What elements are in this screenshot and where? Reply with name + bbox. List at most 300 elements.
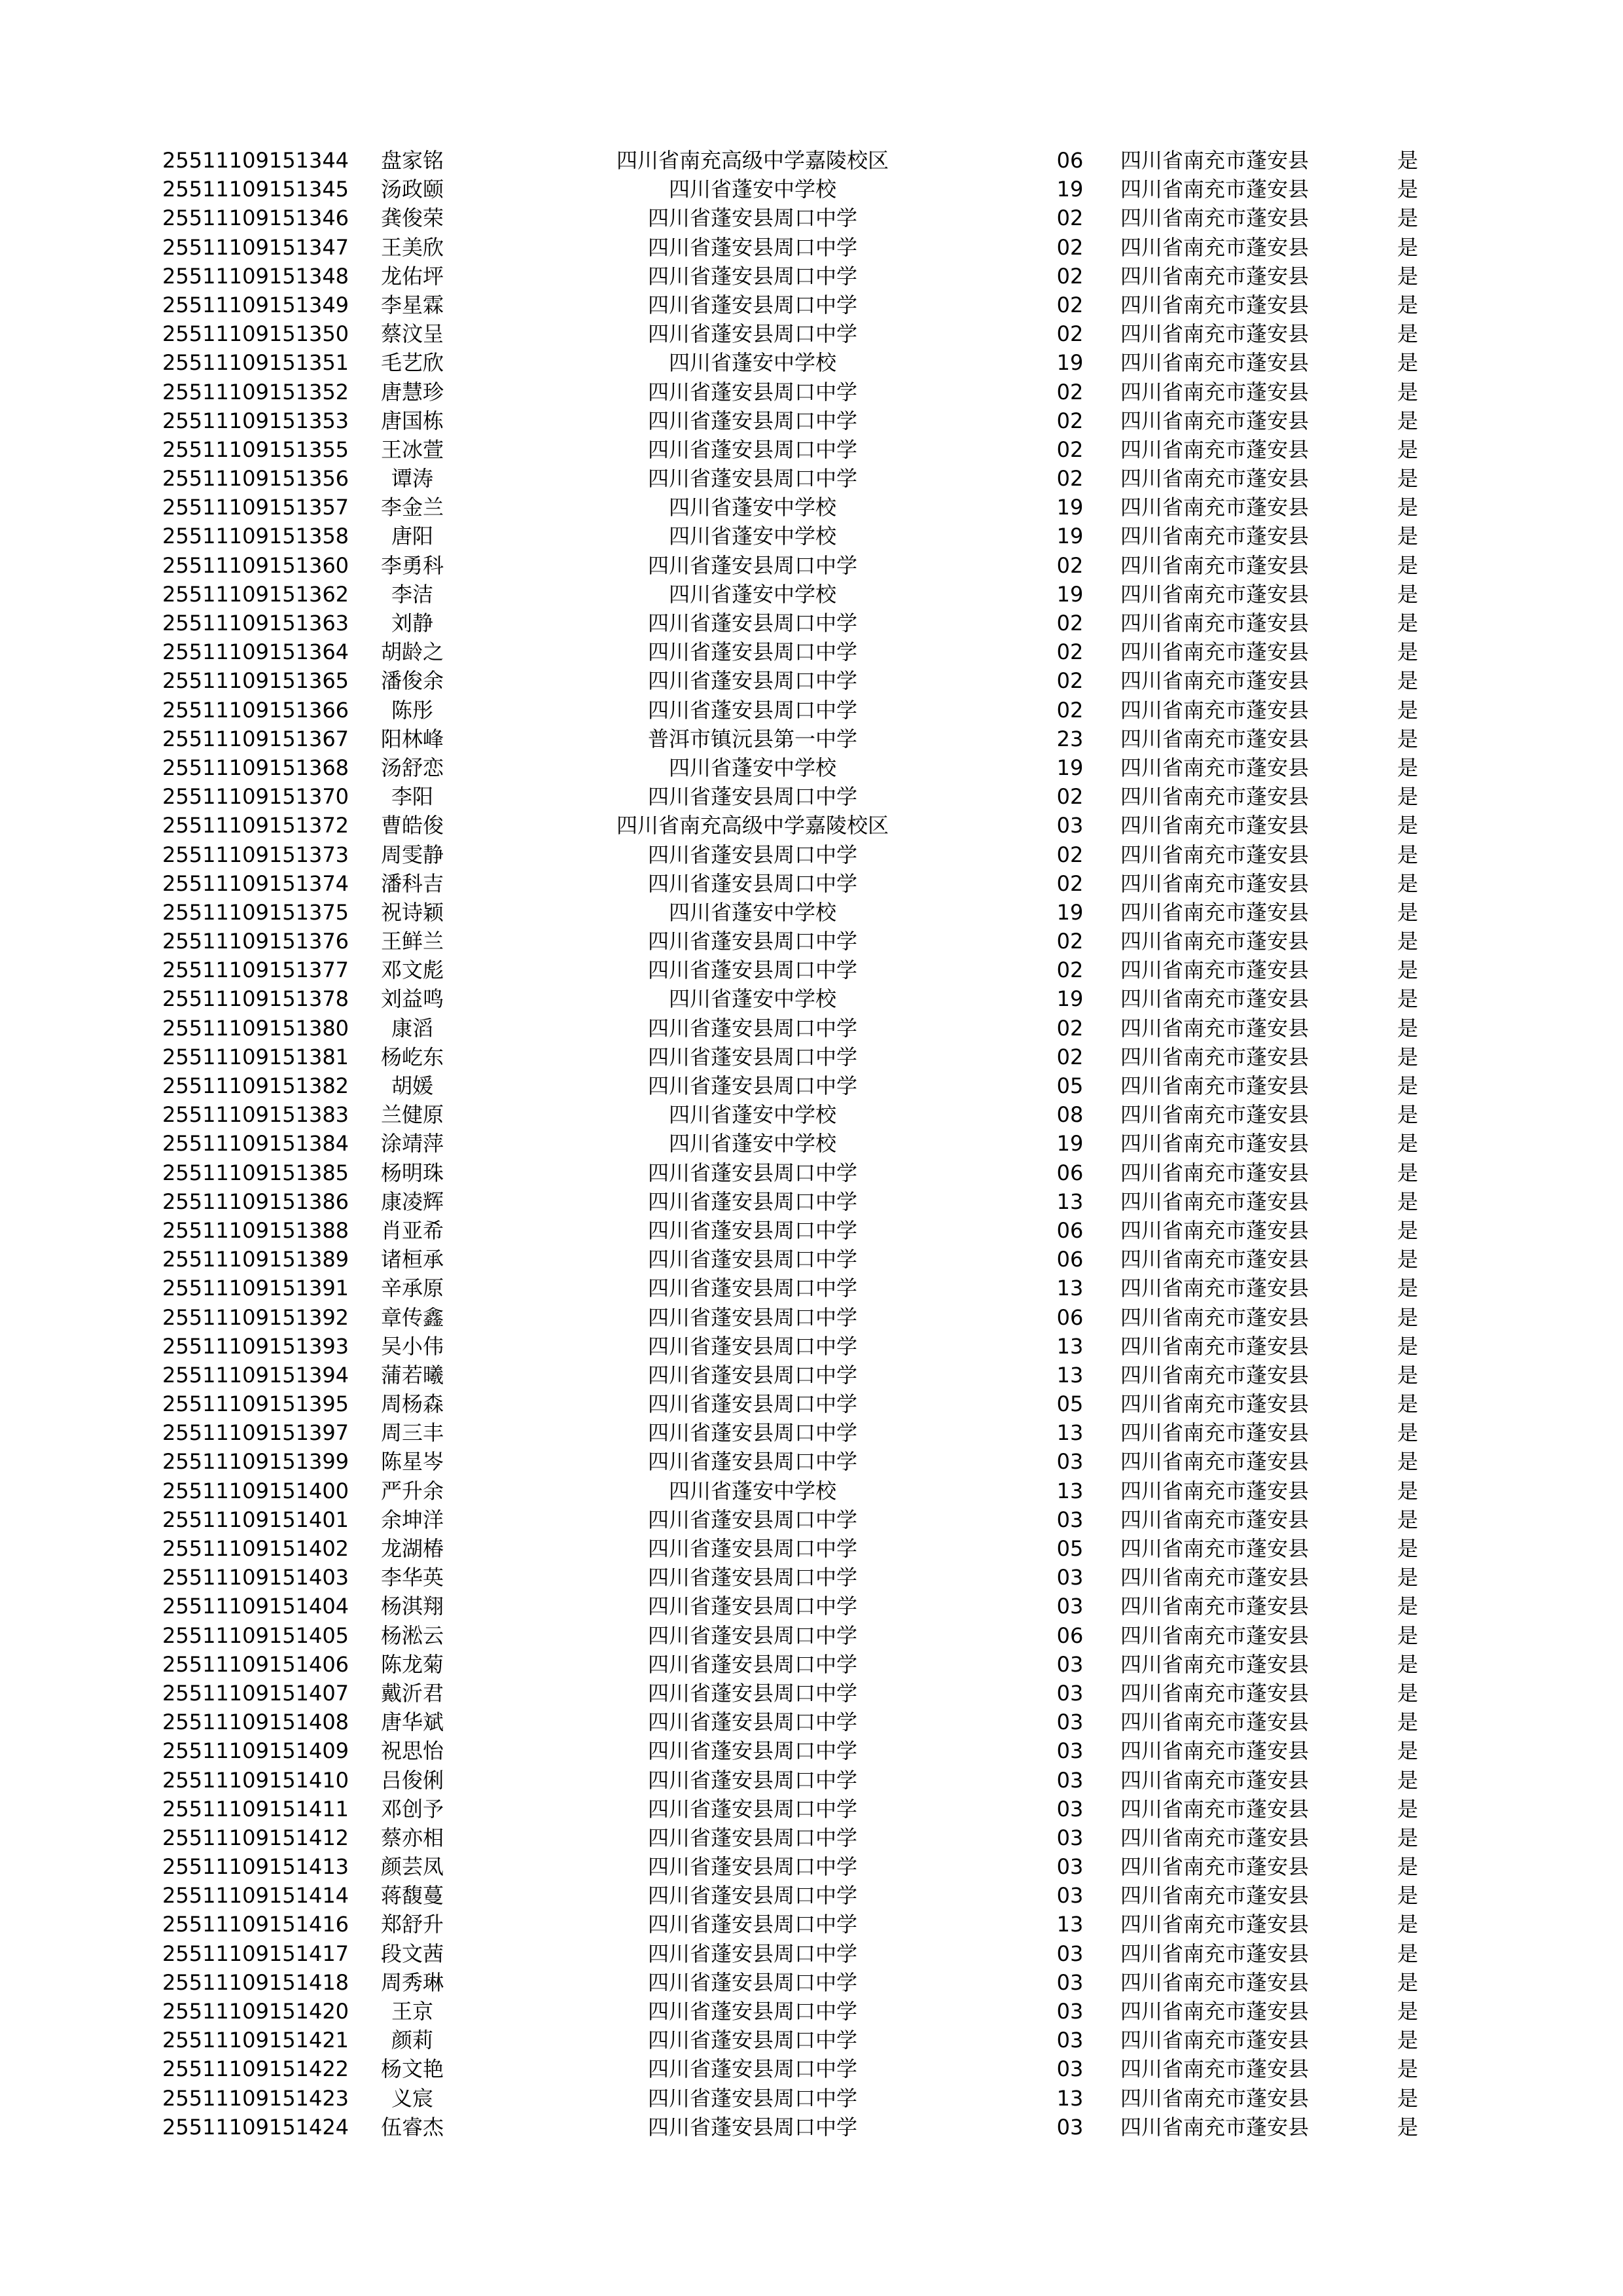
status-flag: 是 (1397, 1304, 1419, 1330)
category-code: 03 (1056, 1854, 1084, 1880)
student-name: 兰健原 (380, 1102, 444, 1128)
status-flag: 是 (1397, 321, 1419, 347)
registration-number: 25511109151357 (162, 495, 349, 520)
registration-number: 25511109151394 (162, 1362, 349, 1388)
status-flag: 是 (1397, 1160, 1419, 1185)
region: 四川省南充市蓬安县 (1120, 1015, 1310, 1041)
status-flag: 是 (1397, 1102, 1419, 1128)
registration-number: 25511109151405 (162, 1623, 349, 1648)
table-row (0, 666, 1623, 695)
school-name: 四川省蓬安县周口中学 (647, 1420, 857, 1446)
category-code: 03 (1056, 1999, 1084, 2024)
school-name: 四川省蓬安县周口中学 (647, 1912, 857, 1937)
table-row (0, 1766, 1623, 1795)
region: 四川省南充市蓬安县 (1120, 958, 1310, 983)
table-row (0, 580, 1623, 609)
status-flag: 是 (1397, 1449, 1419, 1475)
registration-number: 25511109151410 (162, 1767, 349, 1793)
student-name: 唐华斌 (380, 1710, 444, 1735)
category-code: 03 (1056, 1507, 1084, 1532)
status-flag: 是 (1397, 206, 1419, 231)
registration-number: 25511109151352 (162, 379, 349, 404)
region: 四川省南充市蓬安县 (1120, 437, 1310, 462)
student-name: 周杨森 (380, 1391, 444, 1417)
student-name: 祝思怡 (380, 1738, 444, 1764)
school-name: 四川省蓬安县周口中学 (647, 1565, 857, 1590)
category-code: 03 (1056, 1565, 1084, 1590)
school-name: 四川省蓬安县周口中学 (647, 437, 857, 462)
school-name: 四川省蓬安县周口中学 (647, 639, 857, 665)
region: 四川省南充市蓬安县 (1120, 1536, 1310, 1561)
category-code: 19 (1056, 581, 1084, 607)
student-name: 严升余 (380, 1478, 444, 1503)
status-flag: 是 (1397, 437, 1419, 462)
school-name: 四川省蓬安县周口中学 (647, 1391, 857, 1417)
student-name: 周三丰 (380, 1420, 444, 1446)
school-name: 四川省蓬安县周口中学 (647, 206, 857, 231)
category-code: 03 (1056, 2056, 1084, 2082)
registration-number: 25511109151404 (162, 1594, 349, 1619)
table-row (0, 1303, 1623, 1332)
category-code: 02 (1056, 206, 1084, 231)
table-row (0, 1477, 1623, 1505)
status-flag: 是 (1397, 466, 1419, 492)
student-name: 王京 (391, 1999, 433, 2024)
student-name: 曹皓俊 (380, 813, 444, 838)
school-name: 四川省蓬安县周口中学 (647, 292, 857, 317)
school-name: 四川省蓬安县周口中学 (647, 1276, 857, 1301)
school-name: 四川省蓬安中学校 (668, 1131, 836, 1157)
category-code: 13 (1056, 1420, 1084, 1446)
school-name: 四川省蓬安县周口中学 (647, 870, 857, 896)
school-name: 四川省蓬安县周口中学 (647, 1969, 857, 1995)
student-name: 谭涛 (391, 466, 433, 492)
region: 四川省南充市蓬安县 (1120, 986, 1310, 1012)
category-code: 02 (1056, 234, 1084, 260)
category-code: 02 (1056, 639, 1084, 665)
status-flag: 是 (1397, 408, 1419, 433)
status-flag: 是 (1397, 1883, 1419, 1909)
table-row (0, 464, 1623, 493)
region: 四川省南充市蓬安县 (1120, 1941, 1310, 1966)
registration-number: 25511109151417 (162, 1941, 349, 1966)
school-name: 四川省蓬安县周口中学 (647, 2028, 857, 2053)
region: 四川省南充市蓬安县 (1120, 1478, 1310, 1503)
category-code: 02 (1056, 842, 1084, 867)
category-code: 06 (1056, 1160, 1084, 1185)
region: 四川省南充市蓬安县 (1120, 899, 1310, 925)
status-flag: 是 (1397, 1912, 1419, 1937)
table-row (0, 609, 1623, 637)
student-name: 李洁 (391, 581, 433, 607)
status-flag: 是 (1397, 552, 1419, 578)
category-code: 06 (1056, 148, 1084, 173)
school-name: 四川省蓬安县周口中学 (647, 1883, 857, 1909)
school-name: 四川省蓬安县周口中学 (647, 1073, 857, 1098)
region: 四川省南充市蓬安县 (1120, 668, 1310, 694)
category-code: 23 (1056, 726, 1084, 751)
region: 四川省南充市蓬安县 (1120, 1420, 1310, 1446)
registration-number: 25511109151401 (162, 1507, 349, 1532)
student-name: 龙湖椿 (380, 1536, 444, 1561)
region: 四川省南充市蓬安县 (1120, 1189, 1310, 1214)
school-name: 四川省蓬安县周口中学 (647, 263, 857, 289)
category-code: 02 (1056, 263, 1084, 289)
status-flag: 是 (1397, 668, 1419, 694)
student-name: 唐国栋 (380, 408, 444, 433)
region: 四川省南充市蓬安县 (1120, 206, 1310, 231)
student-name: 龚俊荣 (380, 206, 444, 231)
category-code: 02 (1056, 668, 1084, 694)
table-row (0, 1158, 1623, 1187)
registration-number: 25511109151350 (162, 321, 349, 347)
school-name: 四川省蓬安中学校 (668, 581, 836, 607)
status-flag: 是 (1397, 1217, 1419, 1243)
table-row (0, 1852, 1623, 1881)
school-name: 四川省蓬安县周口中学 (647, 1536, 857, 1561)
category-code: 02 (1056, 321, 1084, 347)
category-code: 02 (1056, 870, 1084, 896)
region: 四川省南充市蓬安县 (1120, 1247, 1310, 1272)
status-flag: 是 (1397, 2056, 1419, 2082)
school-name: 四川省蓬安中学校 (668, 1478, 836, 1503)
school-name: 四川省蓬安县周口中学 (647, 2085, 857, 2111)
table-row (0, 291, 1623, 319)
status-flag: 是 (1397, 1362, 1419, 1388)
student-name: 戴沂君 (380, 1680, 444, 1706)
category-code: 19 (1056, 986, 1084, 1012)
status-flag: 是 (1397, 958, 1419, 983)
category-code: 03 (1056, 1941, 1084, 1966)
registration-number: 25511109151356 (162, 466, 349, 492)
student-name: 蔡汶呈 (380, 321, 444, 347)
registration-number: 25511109151407 (162, 1680, 349, 1706)
category-code: 02 (1056, 611, 1084, 636)
status-flag: 是 (1397, 813, 1419, 838)
category-code: 13 (1056, 2085, 1084, 2111)
region: 四川省南充市蓬安县 (1120, 1767, 1310, 1793)
student-name: 涂靖萍 (380, 1131, 444, 1157)
registration-number: 25511109151377 (162, 958, 349, 983)
region: 四川省南充市蓬安县 (1120, 466, 1310, 492)
student-name: 李勇科 (380, 552, 444, 578)
student-name: 杨明珠 (380, 1160, 444, 1185)
table-row (0, 1650, 1623, 1679)
category-code: 13 (1056, 1189, 1084, 1214)
student-name: 阳林峰 (380, 726, 444, 751)
student-name: 周秀琳 (380, 1969, 444, 1995)
category-code: 02 (1056, 784, 1084, 810)
table-row (0, 1187, 1623, 1216)
region: 四川省南充市蓬安县 (1120, 1854, 1310, 1880)
student-name: 祝诗颖 (380, 899, 444, 925)
student-name: 伍睿杰 (380, 2114, 444, 2140)
student-name: 陈星岑 (380, 1449, 444, 1475)
registration-number: 25511109151366 (162, 697, 349, 723)
category-code: 06 (1056, 1217, 1084, 1243)
status-flag: 是 (1397, 899, 1419, 925)
registration-number: 25511109151421 (162, 2028, 349, 2053)
table-row (0, 1014, 1623, 1043)
status-flag: 是 (1397, 1420, 1419, 1446)
category-code: 02 (1056, 1044, 1084, 1069)
school-name: 四川省蓬安县周口中学 (647, 1738, 857, 1764)
student-name: 刘益鸣 (380, 986, 444, 1012)
category-code: 19 (1056, 899, 1084, 925)
table-row (0, 1274, 1623, 1302)
region: 四川省南充市蓬安县 (1120, 1565, 1310, 1590)
registration-number: 25511109151346 (162, 206, 349, 231)
table-row (0, 1245, 1623, 1274)
region: 四川省南充市蓬安县 (1120, 408, 1310, 433)
school-name: 四川省蓬安县周口中学 (647, 2056, 857, 2082)
registration-number: 25511109151360 (162, 552, 349, 578)
registration-number: 25511109151392 (162, 1304, 349, 1330)
status-flag: 是 (1397, 1710, 1419, 1735)
region: 四川省南充市蓬安县 (1120, 2028, 1310, 2053)
student-name: 邓创予 (380, 1796, 444, 1821)
status-flag: 是 (1397, 1333, 1419, 1359)
region: 四川省南充市蓬安县 (1120, 1217, 1310, 1243)
status-flag: 是 (1397, 495, 1419, 520)
category-code: 03 (1056, 1710, 1084, 1735)
registration-number: 25511109151391 (162, 1276, 349, 1301)
school-name: 四川省蓬安中学校 (668, 1102, 836, 1128)
registration-number: 25511109151349 (162, 292, 349, 317)
category-code: 03 (1056, 1796, 1084, 1821)
status-flag: 是 (1397, 929, 1419, 954)
status-flag: 是 (1397, 1565, 1419, 1590)
region: 四川省南充市蓬安县 (1120, 1680, 1310, 1706)
registration-number: 25511109151372 (162, 813, 349, 838)
region: 四川省南充市蓬安县 (1120, 611, 1310, 636)
category-code: 06 (1056, 1304, 1084, 1330)
category-code: 03 (1056, 1767, 1084, 1793)
status-flag: 是 (1397, 784, 1419, 810)
student-name: 颜莉 (391, 2028, 433, 2053)
status-flag: 是 (1397, 697, 1419, 723)
registration-number: 25511109151409 (162, 1738, 349, 1764)
registration-number: 25511109151345 (162, 177, 349, 202)
table-row (0, 175, 1623, 204)
registration-number: 25511109151386 (162, 1189, 349, 1214)
student-name: 辛承原 (380, 1276, 444, 1301)
table-row (0, 1621, 1623, 1650)
status-flag: 是 (1397, 1073, 1419, 1098)
school-name: 四川省蓬安县周口中学 (647, 1015, 857, 1041)
school-name: 四川省蓬安县周口中学 (647, 379, 857, 404)
category-code: 03 (1056, 1738, 1084, 1764)
school-name: 四川省蓬安县周口中学 (647, 697, 857, 723)
registration-number: 25511109151364 (162, 639, 349, 665)
school-name: 四川省蓬安中学校 (668, 755, 836, 780)
status-flag: 是 (1397, 581, 1419, 607)
school-name: 四川省蓬安县周口中学 (647, 784, 857, 810)
category-code: 19 (1056, 495, 1084, 520)
status-flag: 是 (1397, 2114, 1419, 2140)
table-row (0, 956, 1623, 984)
region: 四川省南充市蓬安县 (1120, 842, 1310, 867)
table-row (0, 811, 1623, 840)
registration-number: 25511109151370 (162, 784, 349, 810)
registration-number: 25511109151408 (162, 1710, 349, 1735)
region: 四川省南充市蓬安县 (1120, 495, 1310, 520)
status-flag: 是 (1397, 2085, 1419, 2111)
table-row (0, 146, 1623, 175)
region: 四川省南充市蓬安县 (1120, 2056, 1310, 2082)
student-name: 汤舒恋 (380, 755, 444, 780)
student-name: 王冰萱 (380, 437, 444, 462)
student-name: 蒋馥蔓 (380, 1883, 444, 1909)
student-name: 杨淇翔 (380, 1594, 444, 1619)
category-code: 03 (1056, 1825, 1084, 1850)
registration-number: 25511109151402 (162, 1536, 349, 1561)
student-name: 李金兰 (380, 495, 444, 520)
category-code: 02 (1056, 437, 1084, 462)
student-name: 杨屹东 (380, 1044, 444, 1069)
school-name: 四川省蓬安县周口中学 (647, 1507, 857, 1532)
student-name: 余坤洋 (380, 1507, 444, 1532)
table-row (0, 2054, 1623, 2083)
school-name: 四川省蓬安县周口中学 (647, 958, 857, 983)
region: 四川省南充市蓬安县 (1120, 1449, 1310, 1475)
status-flag: 是 (1397, 177, 1419, 202)
registration-number: 25511109151388 (162, 1217, 349, 1243)
student-name: 郑舒升 (380, 1912, 444, 1937)
table-row (0, 1592, 1623, 1621)
school-name: 四川省南充高级中学嘉陵校区 (616, 813, 889, 838)
school-name: 四川省蓬安县周口中学 (647, 611, 857, 636)
school-name: 四川省蓬安中学校 (668, 177, 836, 202)
registration-number: 25511109151365 (162, 668, 349, 694)
table-row (0, 1361, 1623, 1390)
table-row (0, 1043, 1623, 1071)
student-name: 李阳 (391, 784, 433, 810)
school-name: 四川省蓬安县周口中学 (647, 1796, 857, 1821)
table-row (0, 637, 1623, 666)
table-row (0, 1795, 1623, 1823)
student-name: 盘家铭 (380, 148, 444, 173)
status-flag: 是 (1397, 350, 1419, 376)
status-flag: 是 (1397, 1767, 1419, 1793)
region: 四川省南充市蓬安县 (1120, 1131, 1310, 1157)
registration-number: 25511109151383 (162, 1102, 349, 1128)
region: 四川省南充市蓬安县 (1120, 350, 1310, 376)
region: 四川省南充市蓬安县 (1120, 1102, 1310, 1128)
region: 四川省南充市蓬安县 (1120, 1594, 1310, 1619)
table-row (0, 696, 1623, 725)
region: 四川省南充市蓬安县 (1120, 1333, 1310, 1359)
status-flag: 是 (1397, 1536, 1419, 1561)
table-row (0, 1100, 1623, 1129)
school-name: 四川省蓬安中学校 (668, 899, 836, 925)
student-name: 杨文艳 (380, 2056, 444, 2082)
registration-number: 25511109151355 (162, 437, 349, 462)
registration-number: 25511109151411 (162, 1796, 349, 1821)
category-code: 05 (1056, 1536, 1084, 1561)
student-name: 胡龄之 (380, 639, 444, 665)
table-row (0, 1881, 1623, 1910)
registration-number: 25511109151414 (162, 1883, 349, 1909)
registration-number: 25511109151367 (162, 726, 349, 751)
region: 四川省南充市蓬安县 (1120, 1969, 1310, 1995)
student-name: 唐阳 (391, 524, 433, 549)
registration-number: 25511109151378 (162, 986, 349, 1012)
category-code: 08 (1056, 1102, 1084, 1128)
school-name: 四川省蓬安中学校 (668, 524, 836, 549)
registration-number: 25511109151353 (162, 408, 349, 433)
registration-number: 25511109151358 (162, 524, 349, 549)
region: 四川省南充市蓬安县 (1120, 1391, 1310, 1417)
school-name: 四川省蓬安中学校 (668, 495, 836, 520)
region: 四川省南充市蓬安县 (1120, 726, 1310, 751)
table-row (0, 1823, 1623, 1852)
table-row (0, 1129, 1623, 1158)
category-code: 19 (1056, 755, 1084, 780)
registration-number: 25511109151424 (162, 2114, 349, 2140)
category-code: 02 (1056, 929, 1084, 954)
student-name: 吕俊俐 (380, 1767, 444, 1793)
region: 四川省南充市蓬安县 (1120, 1883, 1310, 1909)
student-name: 汤政颐 (380, 177, 444, 202)
registration-number: 25511109151351 (162, 350, 349, 376)
status-flag: 是 (1397, 639, 1419, 665)
student-name: 潘俊余 (380, 668, 444, 694)
school-name: 四川省蓬安县周口中学 (647, 1304, 857, 1330)
status-flag: 是 (1397, 1825, 1419, 1850)
student-name: 章传鑫 (380, 1304, 444, 1330)
category-code: 02 (1056, 408, 1084, 433)
table-row (0, 2026, 1623, 2054)
table-row (0, 1447, 1623, 1476)
registration-number: 25511109151412 (162, 1825, 349, 1850)
table-row (0, 898, 1623, 927)
school-name: 四川省蓬安县周口中学 (647, 1333, 857, 1359)
status-flag: 是 (1397, 755, 1419, 780)
school-name: 四川省蓬安县周口中学 (647, 1044, 857, 1069)
registration-number: 25511109151400 (162, 1478, 349, 1503)
school-name: 四川省南充高级中学嘉陵校区 (616, 148, 889, 173)
student-name: 王鲜兰 (380, 929, 444, 954)
registration-number: 25511109151376 (162, 929, 349, 954)
category-code: 13 (1056, 1362, 1084, 1388)
region: 四川省南充市蓬安县 (1120, 1160, 1310, 1185)
category-code: 02 (1056, 379, 1084, 404)
registration-number: 25511109151363 (162, 611, 349, 636)
region: 四川省南充市蓬安县 (1120, 1304, 1310, 1330)
category-code: 02 (1056, 292, 1084, 317)
status-flag: 是 (1397, 986, 1419, 1012)
category-code: 05 (1056, 1391, 1084, 1417)
school-name: 四川省蓬安中学校 (668, 350, 836, 376)
region: 四川省南充市蓬安县 (1120, 929, 1310, 954)
category-code: 03 (1056, 1680, 1084, 1706)
region: 四川省南充市蓬安县 (1120, 639, 1310, 665)
region: 四川省南充市蓬安县 (1120, 379, 1310, 404)
table-row (0, 406, 1623, 435)
student-name: 陈龙菊 (380, 1651, 444, 1677)
status-flag: 是 (1397, 726, 1419, 751)
school-name: 四川省蓬安县周口中学 (647, 668, 857, 694)
category-code: 03 (1056, 813, 1084, 838)
region: 四川省南充市蓬安县 (1120, 177, 1310, 202)
category-code: 03 (1056, 2114, 1084, 2140)
status-flag: 是 (1397, 1247, 1419, 1272)
region: 四川省南充市蓬安县 (1120, 755, 1310, 780)
status-flag: 是 (1397, 1680, 1419, 1706)
status-flag: 是 (1397, 1738, 1419, 1764)
category-code: 13 (1056, 1276, 1084, 1301)
